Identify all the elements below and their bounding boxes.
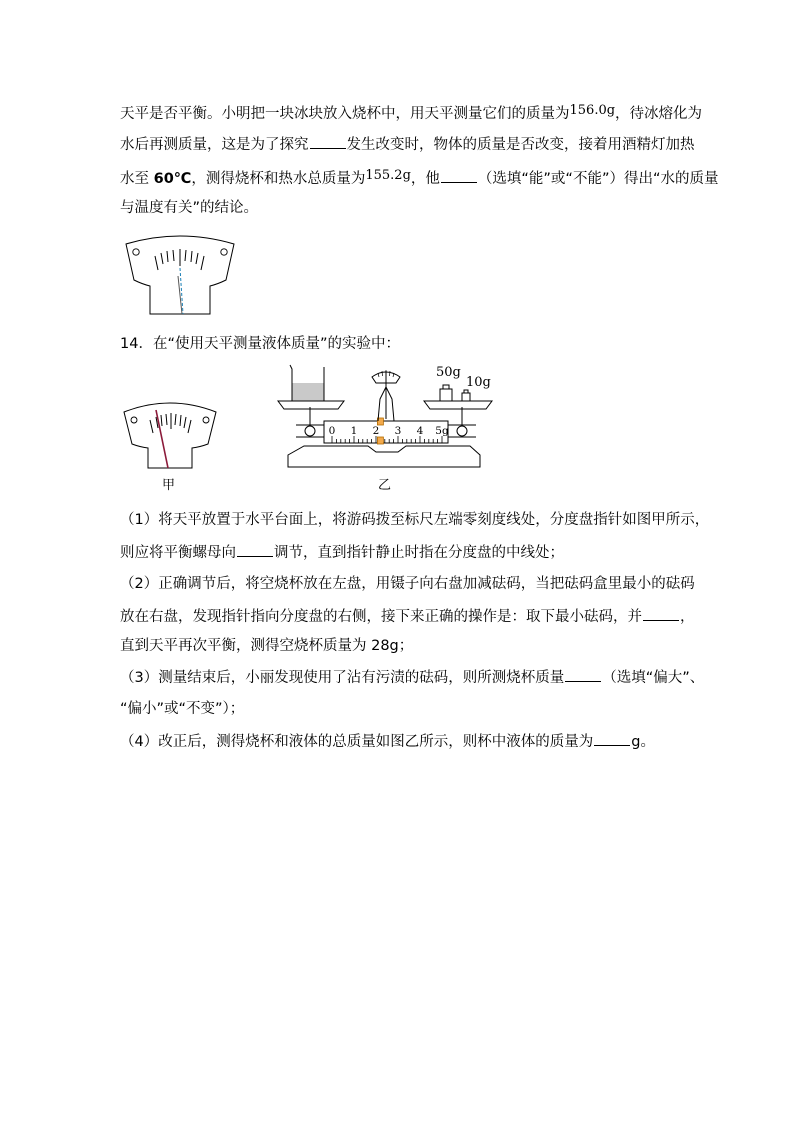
screw-hole — [221, 249, 227, 255]
scale-label: 1 — [350, 425, 358, 437]
dial-figure-jia — [120, 398, 220, 473]
q14-part2-line1 — [120, 574, 695, 594]
text: 直到天平再次平衡，测得空烧杯质量为 28g； — [120, 638, 414, 654]
text: （3）测量结束后，小丽发现使用了沾有污渍的砝码，则所测烧杯质量 — [120, 670, 565, 686]
weight-10g — [462, 393, 470, 401]
q14-part2-line2 — [120, 606, 695, 627]
figure-label-jia: 甲 — [162, 478, 176, 493]
answer-blank — [643, 606, 679, 621]
text: 则应将平衡螺母向 — [120, 545, 236, 561]
balance-nut-right — [457, 426, 467, 436]
text-line-2 — [120, 134, 695, 155]
scale-label: 3 — [394, 425, 402, 437]
text: 与温度有关”的结论。 — [120, 200, 259, 216]
dial-scale — [150, 413, 191, 433]
weight-label-50g: 50g — [436, 365, 461, 380]
answer-blank — [565, 667, 601, 682]
q14-part4-line1 — [120, 731, 655, 752]
q14-part3-line1 — [120, 667, 704, 688]
text: （4）改正后，测得烧杯和液体的总质量如图乙所示，则杯中液体的质量为 — [120, 734, 594, 750]
dial-figure-1 — [120, 232, 240, 322]
text: ，测得烧杯和热水总质量为 — [191, 171, 366, 187]
q14-part1-line1 — [120, 510, 709, 530]
screw-hole — [203, 417, 209, 423]
answer-blank — [237, 542, 273, 557]
answer-blank — [594, 731, 630, 746]
text: 放在右盘，发现指针指向分度盘的右侧，接下来正确的操作是：取下最小砝码，并 — [120, 609, 642, 625]
screw-hole — [131, 417, 137, 423]
scale-label: 5g — [435, 425, 449, 437]
text: 水后再测质量，这是为了探究 — [120, 137, 309, 153]
scale-label: 4 — [416, 425, 424, 437]
mass-value: 156.0g — [569, 103, 616, 118]
q14-part2-line3 — [120, 636, 413, 656]
rider-slider — [377, 437, 383, 444]
right-pan — [424, 401, 492, 409]
figure-label-yi: 乙 — [378, 478, 392, 493]
balance-base — [288, 446, 480, 467]
q14-part3-line2 — [120, 699, 244, 719]
left-pan — [278, 401, 344, 409]
answer-blank — [310, 134, 346, 149]
q14-part1-line2 — [120, 542, 564, 563]
text: （1）将天平放置于水平台面上，将游码拨至标尺左端零刻度线处，分度盘指针如图甲所示， — [120, 512, 710, 528]
screw-hole — [133, 249, 139, 255]
text: 水至 — [120, 171, 149, 187]
answer-blank — [441, 168, 477, 183]
dial-scale — [155, 249, 204, 270]
question-14-title — [120, 334, 400, 354]
text: （选填“能”或“不能”）得出“水的质量 — [477, 171, 719, 187]
weight-50g — [440, 389, 452, 401]
weight-label-10g: 10g — [466, 375, 491, 390]
text: ，待冰熔化为 — [615, 106, 703, 122]
text: ，他 — [410, 171, 440, 187]
text: ， — [680, 609, 695, 625]
text: （选填“偏大”、 — [602, 670, 705, 686]
scale-label: 2 — [372, 425, 380, 437]
mass-value: 155.2g — [365, 168, 411, 183]
text: 14．在“使用天平测量液体质量”的实验中： — [120, 336, 400, 352]
beam-scale — [324, 421, 448, 443]
text-line-4 — [120, 198, 258, 218]
text: “偏小”或“不变”）； — [120, 701, 245, 717]
text: g。 — [631, 734, 655, 750]
balance-nut-left — [305, 426, 315, 436]
text: 天平是否平衡。小明把一块冰块放入烧杯中，用天平测量它们的质量为 — [120, 106, 570, 122]
text-line-1 — [120, 101, 702, 124]
balance-figure-yi — [274, 363, 500, 475]
scale-label: 0 — [328, 425, 336, 437]
text: 调节，直到指针静止时指在分度盘的中线处； — [274, 545, 564, 561]
temperature-value: 60℃ — [153, 171, 192, 187]
text-line-3 — [120, 166, 718, 189]
text: （2）正确调节后，将空烧杯放在左盘，用镊子向右盘加减砝码，当把砝码盒里最小的砝码 — [120, 576, 695, 592]
liquid — [292, 383, 324, 401]
text: 发生改变时，物体的质量是否改变，接着用酒精灯加热 — [346, 137, 695, 153]
